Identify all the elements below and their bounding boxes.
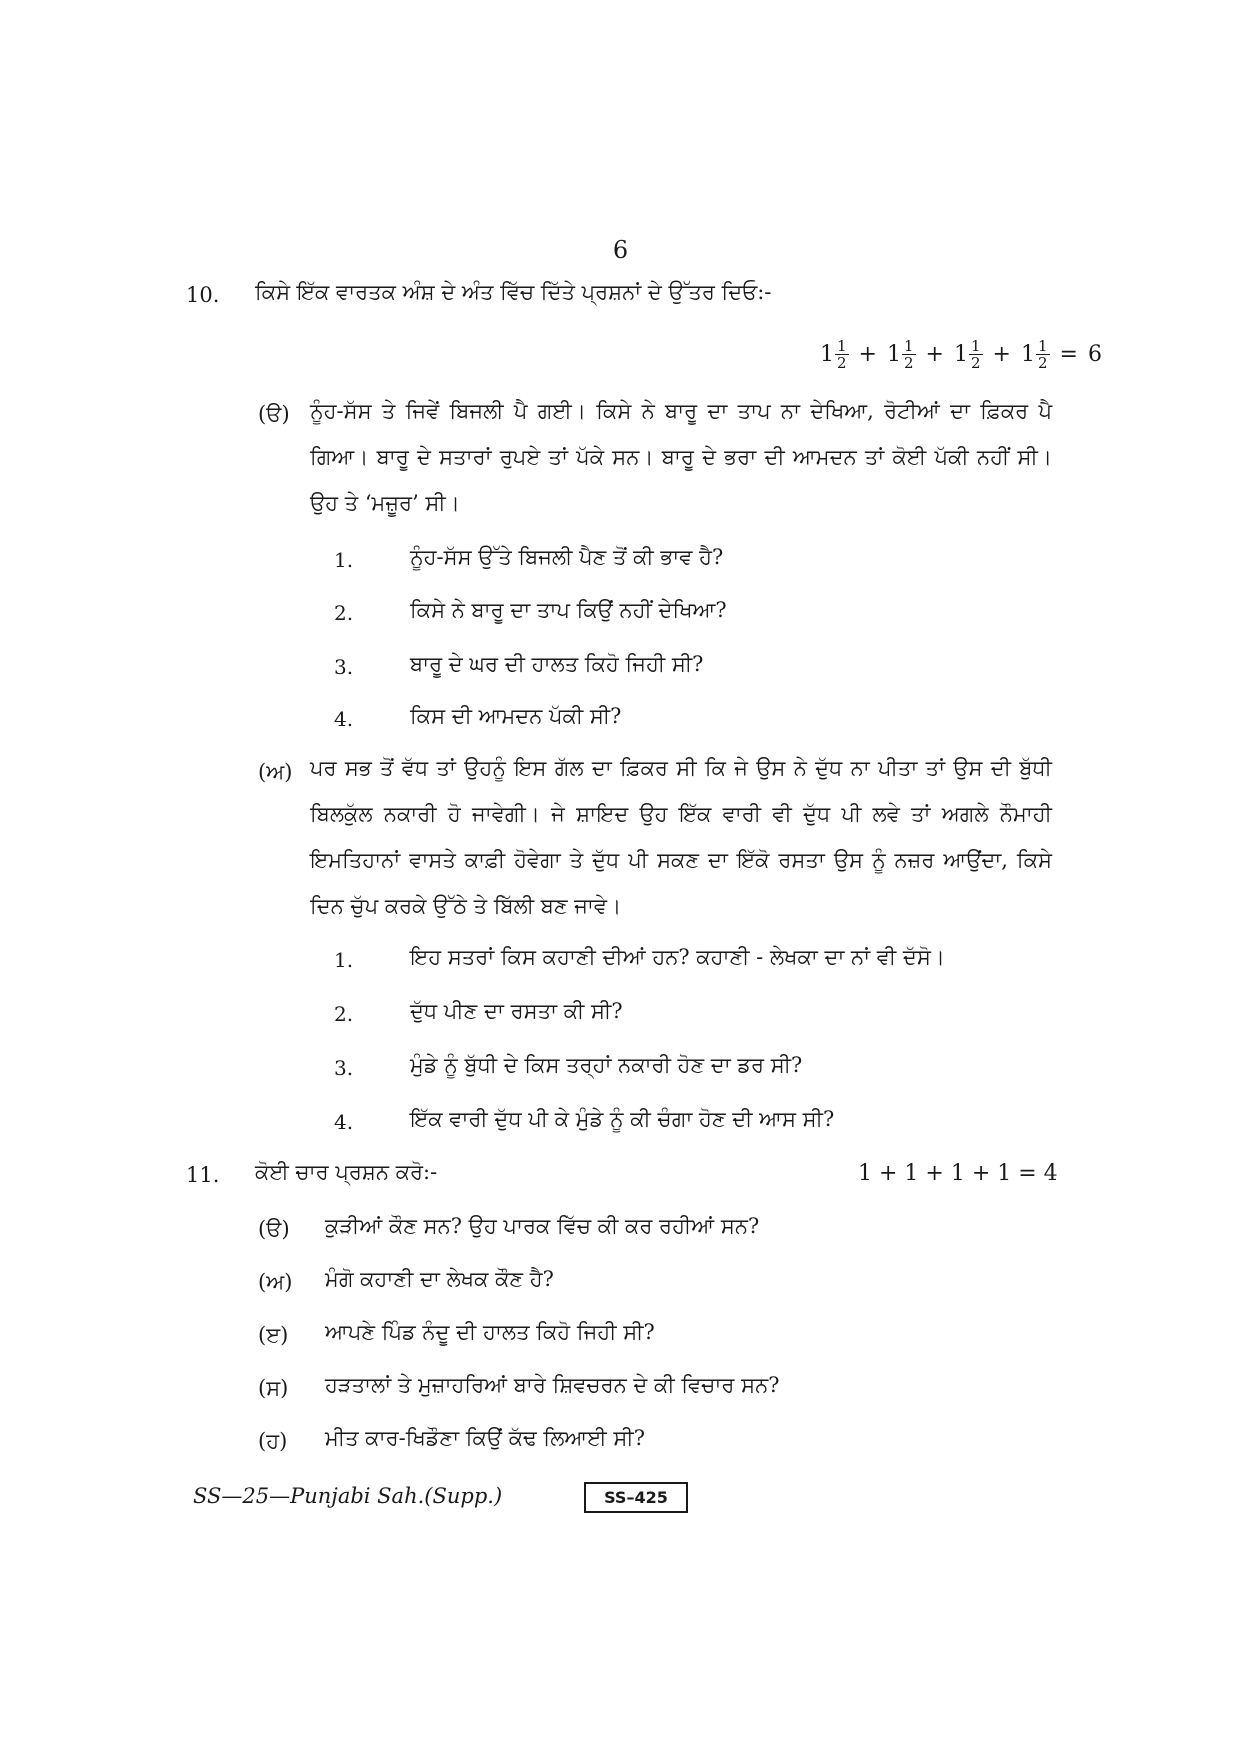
part-a-q4-number: 4.: [334, 707, 354, 731]
part-b-q4-text: ਇੱਕ ਵਾਰੀ ਦੁੱਧ ਪੀ ਕੇ ਮੁੰਡੇ ਨੂੰ ਕੀ ਚੰਗਾ ਹੋਣ ਦੀ ਆਸ ਸੀ?: [410, 1107, 835, 1131]
part-b-q3-number: 3.: [334, 1056, 354, 1080]
marks-term-1: 1 $\frac{1}{2}$: [820, 337, 847, 372]
marks-total: 6: [1087, 342, 1102, 367]
part-a-q3-text: ਬਾਰੂ ਦੇ ਘਰ ਦੀ ਹਾਲਤ ਕਿਹੋ ਜਿਹੀ ਸੀ?: [410, 652, 704, 676]
part-b-q4-number: 4.: [334, 1110, 354, 1134]
part-a-q2-number: 2.: [334, 601, 354, 625]
part-a-q1-text: ਨੂੰਹ-ਸੱਸ ਉੱਤੇ ਬਿਜਲੀ ਪੈਣ ਤੋਂ ਕੀ ਭਾਵ ਹੈ?: [410, 545, 724, 569]
page-number: 6: [612, 236, 629, 264]
marks-term-4: 1 $\frac{1}{2}$: [1020, 337, 1048, 372]
part-a-q3-number: 3.: [334, 655, 354, 679]
q11-item-c-letter: (ੲ): [258, 1323, 289, 1347]
part-b-passage: ਪਰ ਸਭ ਤੋਂ ਵੱਧ ਤਾਂ ਉਹਨੂੰ ਇਸ ਗੱਲ ਦਾ ਫ਼ਿਕਰ ਸੀ ਕਿ ਜੇ ਉਸ ਨੇ ਦੁੱਧ ਨਾ ਪੀਤਾ ਤਾਂ ਉਸ ਦੀ ਬੁੱਧੀ ਬਿਲਕੁੱਲ ਨਕਾਰੀ ਹੋ ਜਾਵੇਗੀ। ਜੇ ਸ਼ਾਇਦ ਉਹ ਇੱਕ ਵਾਰੀ ਵੀ ਦੁੱਧ ਪੀ ਲਵੇ ਤਾਂ ਅਗਲੇ ਨੌਮਾਹੀ ਇਮਤਿਹਾਨਾਂ ਵਾਸਤੇ ਕਾਫ਼ੀ ਹੋਵੇਗਾ ਤੇ ਦੁੱਧ ਪੀ ਸਕਣ ਦਾ ਇੱਕੋ ਰਸਤਾ ਉਸ ਨੂੰ ਨਜ਼ਰ ਆਉਂਦਾ, ਕਿਸੇ ਦਿਨ ਚੁੱਪ ਕਰਕੇ ਉੱਠੇ ਤੇ ਬਿੱਲੀ ਬਣ ਜਾਵੇ।: [310, 756, 1052, 918]
question-11-text: ਕੋਈ ਚਾਰ ਪ੍ਰਸ਼ਨ ਕਰੋ:-: [255, 1160, 438, 1184]
question-10-text: ਕਿਸੇ ਇੱਕ ਵਾਰਤਕ ਅੰਸ਼ ਦੇ ਅੰਤ ਵਿੱਚ ਦਿੱਤੇ ਪ੍ਰਸ਼ਨਾਂ ਦੇ ਉੱਤਰ ਦਿਓ:-: [255, 280, 772, 304]
part-b-q1-text: ਇਹ ਸਤਰਾਂ ਕਿਸ ਕਹਾਣੀ ਦੀਆਂ ਹਨ? ਕਹਾਣੀ - ਲੇਖਕਾ ਦਾ ਨਾਂ ਵੀ ਦੱਸੋ।: [410, 945, 945, 969]
part-b-q2-text: ਦੁੱਧ ਪੀਣ ਦਾ ਰਸਤਾ ਕੀ ਸੀ?: [410, 999, 623, 1023]
part-b-letter: (ਅ): [258, 760, 293, 784]
marks-term-3: 1 $\frac{1}{2}$: [953, 337, 981, 372]
part-a-q4-text: ਕਿਸ ਦੀ ਆਮਦਨ ਪੱਕੀ ਸੀ?: [410, 704, 622, 728]
q11-item-a-letter: (ੳ): [258, 1217, 290, 1241]
q11-item-d-text: ਹੜਤਾਲਾਂ ਤੇ ਮੁਜ਼ਾਹਰਿਆਂ ਬਾਰੇ ਸ਼ਿਵਚਰਨ ਦੇ ਕੀ ਵਿਚਾਰ ਸਨ?: [325, 1373, 780, 1397]
part-a-passage: ਨੂੰਹ-ਸੱਸ ਤੇ ਜਿਵੇਂ ਬਿਜਲੀ ਪੈ ਗਈ। ਕਿਸੇ ਨੇ ਬਾਰੂ ਦਾ ਤਾਪ ਨਾ ਦੇਖਿਆ, ਰੋਟੀਆਂ ਦਾ ਫ਼ਿਕਰ ਪੈ ਗਿਆ। ਬਾਰੂ ਦੇ ਸਤਾਰਾਂ ਰੁਪਏ ਤਾਂ ਪੱਕੇ ਸਨ। ਬਾਰੂ ਦੇ ਭਰਾ ਦੀ ਆਮਦਨ ਤਾਂ ਕੋਈ ਪੱਕੀ ਨਹੀਂ ਸੀ। ਉਹ ਤੇ ‘ਮਜ਼ੂਰ’ ਸੀ।: [310, 399, 1052, 515]
part-b-q3-text: ਮੁੰਡੇ ਨੂੰ ਬੁੱਧੀ ਦੇ ਕਿਸ ਤਰ੍ਹਾਂ ਨਕਾਰੀ ਹੋਣ ਦਾ ਡਰ ਸੀ?: [410, 1053, 803, 1077]
q11-item-b-text: ਮੰਗੋ ਕਹਾਣੀ ਦਾ ਲੇਖਕ ਕੌਣ ਹੈ?: [325, 1267, 554, 1291]
question-10-marks: 1 $\frac{1}{2}$ + 1 $\frac{1}{2}$ + 1 $\frac{1}{2}$ + 1 $\frac{1}{2}$ = 6: [820, 337, 1102, 372]
part-b-q1-number: 1.: [334, 948, 354, 972]
q11-item-d-letter: (ਸ): [258, 1376, 289, 1400]
question-11-number: 11.: [186, 1163, 220, 1187]
q11-item-e-letter: (ਹ): [258, 1429, 288, 1453]
q11-item-e-text: ਮੀਤ ਕਾਰ-ਖਿਡੌਣਾ ਕਿਉਂ ਕੱਢ ਲਿਆਈ ਸੀ?: [325, 1426, 645, 1450]
part-a-q1-number: 1.: [334, 548, 354, 572]
part-a-letter: (ੳ): [258, 402, 290, 426]
footer-paper-code: SS—25—Punjabi Sah.(Supp.): [193, 1484, 503, 1508]
q11-item-c-text: ਆਪਣੇ ਪਿੰਡ ਨੰਦੂ ਦੀ ਹਾਲਤ ਕਿਹੋ ਜਿਹੀ ਸੀ?: [325, 1320, 655, 1344]
question-10-number: 10.: [186, 283, 220, 307]
question-11-marks: 1 + 1 + 1 + 1 = 4: [858, 1161, 1058, 1186]
q11-item-a-text: ਕੁੜੀਆਂ ਕੌਣ ਸਨ? ਉਹ ਪਾਰਕ ਵਿੱਚ ਕੀ ਕਰ ਰਹੀਆਂ ਸਨ?: [325, 1214, 760, 1238]
part-b-q2-number: 2.: [334, 1002, 354, 1026]
part-a-q2-text: ਕਿਸੇ ਨੇ ਬਾਰੂ ਦਾ ਤਾਪ ਕਿਉਂ ਨਹੀਂ ਦੇਖਿਆ?: [410, 598, 727, 622]
q11-item-b-letter: (ਅ): [258, 1270, 293, 1294]
footer-box-code: SS–425: [584, 1482, 688, 1513]
marks-term-2: 1 $\frac{1}{2}$: [886, 337, 914, 372]
